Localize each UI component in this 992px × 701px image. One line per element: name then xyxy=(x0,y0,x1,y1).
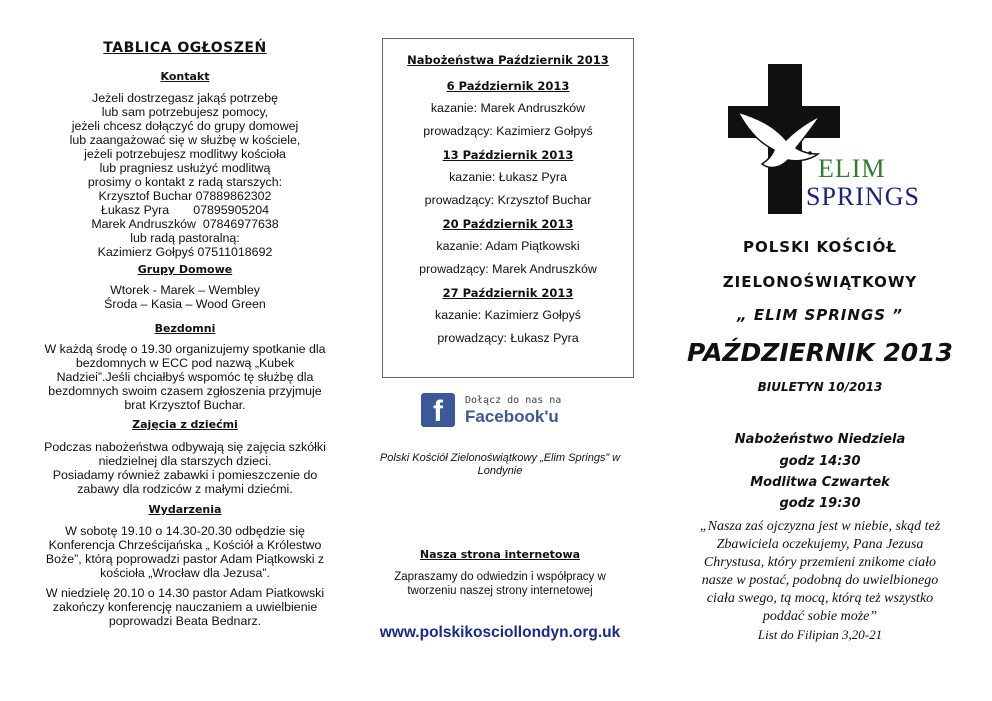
sermon-line: kazanie: Marek Andruszków xyxy=(430,101,586,115)
sermon-line: kazanie: Adam Piątkowski xyxy=(436,239,580,253)
quote-line: Zbawiciela oczekujemy, Pana Jezusa xyxy=(716,537,924,552)
church-caption: Polski Kościół Zielonoświątkowy „Elim Springs” w Londynie xyxy=(379,452,621,477)
bulletin-number: BIULETYN 10/2013 xyxy=(757,380,883,394)
event-line: Boże”, którą poprowadzi pastor Adam Piątkowski z xyxy=(45,552,325,566)
contact-line: lub radą pastoralną: xyxy=(130,231,240,245)
children-line: zabawy dla rodziców z małymi dziećmi. xyxy=(77,482,293,496)
contact-line: Krzysztof Buchar 07889862302 xyxy=(98,189,272,203)
facebook-icon: f xyxy=(421,393,455,427)
home-group-line: Wtorek - Marek – Wembley xyxy=(110,283,260,297)
facebook-join-text: Dołącz do nas na xyxy=(465,395,562,406)
service-date: 6 Październik 2013 xyxy=(446,79,570,93)
contact-line: lub sam potrzebujesz pomocy, xyxy=(101,105,269,119)
logo-springs-text: SPRINGS xyxy=(806,182,920,211)
quote-line: ciała swego, tą mocą, którą też wszystko xyxy=(706,591,934,606)
elim-springs-logo xyxy=(670,60,970,220)
event-line: poprowadzi Beata Bednarz. xyxy=(108,614,262,628)
quote-line: Chrystusa, który przemieni znikome ciało xyxy=(703,555,937,570)
month-title: PAŹDZIERNIK 2013 xyxy=(687,338,953,367)
facebook-link[interactable] xyxy=(421,393,591,429)
thursday-prayer: Modlitwa Czwartek xyxy=(750,475,890,490)
contact-line: jeżeli chcesz dołączyć do grupy domowej xyxy=(71,119,299,133)
children-line: Podczas nabożeństwa odbywają się zajęcia szkółki xyxy=(44,440,326,454)
contact-line: lub pragniesz usłużyć modlitwą xyxy=(99,161,271,175)
quote-reference: List do Filipian 3,20-21 xyxy=(757,627,883,642)
homeless-line: bezdomnych swoim czasem zgłoszenia przyjmuje xyxy=(48,384,322,398)
service-date: 20 Październik 2013 xyxy=(442,217,574,231)
website-url-link[interactable]: www.polskikosciollondyn.org.uk xyxy=(379,624,621,641)
logo-elim-text: ELIM xyxy=(818,154,886,183)
events-text-2 xyxy=(40,586,330,628)
event-line: zakończy konferencję nauczaniem a uwielbienie xyxy=(52,600,318,614)
contact-line: prosimy o kontakt z radą starszych: xyxy=(87,175,283,189)
contact-line: lub zaangażować się w służbę w kościele, xyxy=(69,133,301,147)
church-name-line-2: ZIELONOŚWIĄTKOWY xyxy=(722,273,918,291)
homeless-line: W każdą środę o 19.30 organizujemy spotkanie dla xyxy=(44,342,326,356)
event-line: Konferencja Chrześcijańska „ Kościół a Królestwo xyxy=(48,538,322,552)
leader-line: prowadzący: Marek Andruszków xyxy=(419,262,597,276)
church-name-line-3: „ ELIM SPRINGS ” xyxy=(737,306,903,324)
homeless-heading: Bezdomni xyxy=(154,322,216,335)
event-line: kościoła „Wrocław dla Jezusa”. xyxy=(100,566,270,580)
leader-line: prowadzący: Kazimierz Gołpyś xyxy=(423,124,593,138)
church-name-line-1: POLSKI KOŚCIÓŁ xyxy=(742,238,897,256)
children-line: niedzielnej dla starszych dzieci. xyxy=(98,454,272,468)
schedule-title: Nabożeństwa Październik 2013 xyxy=(407,53,609,67)
quote-line: nasze w postać, podobną do uwielbionego xyxy=(701,573,939,588)
homeless-line: brat Krzysztof Buchar. xyxy=(124,398,246,412)
service-date: 27 Październik 2013 xyxy=(442,286,574,300)
contact-line: Jeżeli dostrzegasz jakąś potrzebę xyxy=(92,91,278,105)
contact-line: Kazimierz Gołpyś 07511018692 xyxy=(97,245,273,259)
facebook-label: Facebook'u xyxy=(465,407,559,426)
website-text: Zapraszamy do odwiedzin i współpracy w tworzeniu naszej strony internetowej xyxy=(394,571,606,597)
children-heading: Zajęcia z dziećmi xyxy=(132,418,238,431)
quote-line: poddać sobie może” xyxy=(762,609,878,624)
sunday-time: godz 14:30 xyxy=(779,454,861,469)
schedule-box xyxy=(382,38,634,378)
event-line: W sobotę 19.10 o 14.30-20.30 odbędzie się xyxy=(65,524,305,538)
contact-heading: Kontakt xyxy=(160,70,210,83)
leader-line: prowadzący: Łukasz Pyra xyxy=(437,331,579,345)
sunday-service: Nabożeństwo Niedziela xyxy=(734,432,906,447)
homeless-line: bezdomnych w ECC pod nazwą „Kubek xyxy=(75,356,295,370)
contact-text xyxy=(40,91,330,259)
home-groups-text xyxy=(40,283,330,311)
bible-quote xyxy=(670,518,970,626)
events-heading: Wydarzenia xyxy=(148,503,222,516)
sermon-line: kazanie: Łukasz Pyra xyxy=(449,170,567,184)
homeless-text xyxy=(40,342,330,412)
event-line: W niedzielę 20.10 o 14.30 pastor Adam Piatkowski xyxy=(45,586,325,600)
announcements-title: TABLICA OGŁOSZEŃ xyxy=(103,40,267,56)
leader-line: prowadzący: Krzysztof Buchar xyxy=(424,193,592,207)
home-group-line: Środa – Kasia – Wood Green xyxy=(104,297,266,311)
events-text-1 xyxy=(40,524,330,580)
homeless-line: Nadziei”.Jeśli chciałbyś wspomóc tę służbę dla xyxy=(56,370,314,384)
sermon-line: kazanie: Kazimierz Gołpyś xyxy=(435,308,581,322)
quote-line: „Nasza zaś ojczyzna jest w niebie, skąd też xyxy=(699,519,941,534)
service-date: 13 Październik 2013 xyxy=(442,148,574,162)
contact-line: Marek Andruszków 07846977638 xyxy=(91,217,279,231)
children-line: Posiadamy również zabawki i pomieszczenie do xyxy=(52,468,318,482)
thursday-time: godz 19:30 xyxy=(779,496,861,511)
website-heading: Nasza strona internetowa xyxy=(419,548,581,561)
contact-line: jeżeli potrzebujesz modlitwy kościoła xyxy=(84,147,286,161)
children-text xyxy=(40,440,330,496)
contact-line: Łukasz Pyra 07895905204 xyxy=(100,203,270,217)
home-groups-heading: Grupy Domowe xyxy=(137,263,233,276)
